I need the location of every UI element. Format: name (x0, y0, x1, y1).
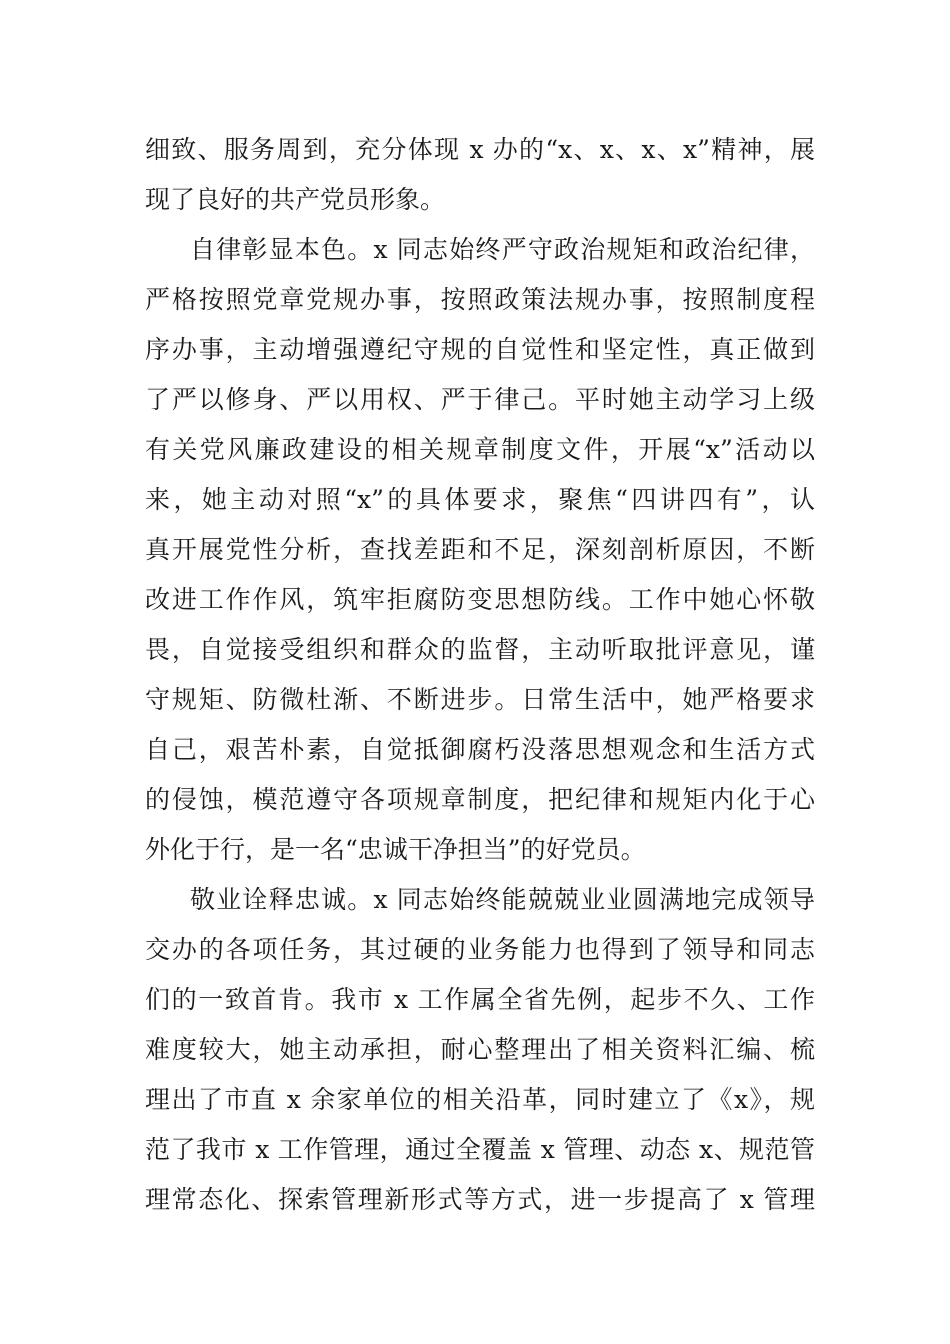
paragraph-heading-line: 自律彰显本色。x 同志始终严守政治规矩和政治纪律， (190, 235, 815, 264)
text-line: 自己，艰苦朴素，自觉抵御腐朽没落思想观念和生活方式 (145, 735, 815, 764)
text-line: 理常态化、探索管理新形式等方式，进一步提高了 x 管理 (145, 1185, 815, 1214)
text-line: 守规矩、防微杜渐、不断进步。日常生活中，她严格要求 (145, 685, 815, 714)
text-line: 严格按照党章党规办事，按照政策法规办事，按照制度程 (145, 285, 815, 314)
text-line: 交办的各项任务，其过硬的业务能力也得到了领导和同志 (145, 935, 815, 964)
text-line: 序办事，主动增强遵纪守规的自觉性和坚定性，真正做到 (145, 335, 815, 364)
text-line: 细致、服务周到，充分体现 x 办的“x、x、x、x”精神，展 (145, 135, 815, 164)
text-line: 范了我市 x 工作管理，通过全覆盖 x 管理、动态 x、规范管 (145, 1135, 815, 1164)
paragraph-heading-line: 敬业诠释忠诚。x 同志始终能兢兢业业圆满地完成领导 (190, 885, 815, 914)
text-line: 真开展党性分析，查找差距和不足，深刻剖析原因，不断 (145, 535, 815, 564)
text-line: 畏，自觉接受组织和群众的监督，主动听取批评意见，谨 (145, 635, 815, 664)
text-line: 改进工作作风，筑牢拒腐防变思想防线。工作中她心怀敬 (145, 585, 815, 614)
text-line: 们的一致首肯。我市 x 工作属全省先例，起步不久、工作 (145, 985, 815, 1014)
text-line: 来，她主动对照“x”的具体要求，聚焦“四讲四有”，认 (145, 485, 815, 514)
text-line: 现了良好的共产党员形象。 (145, 185, 446, 214)
text-line: 理出了市直 x 余家单位的相关沿革，同时建立了《x》，规 (145, 1085, 815, 1114)
text-line: 难度较大，她主动承担，耐心整理出了相关资料汇编、梳 (145, 1035, 815, 1064)
text-line: 了严以修身、严以用权、严于律己。平时她主动学习上级 (145, 385, 815, 414)
text-line: 有关党风廉政建设的相关规章制度文件，开展“x”活动以 (145, 435, 815, 464)
text-line: 外化于行，是一名“忠诚干净担当”的好党员。 (145, 835, 646, 864)
text-line: 的侵蚀，模范遵守各项规章制度，把纪律和规矩内化于心 (145, 785, 815, 814)
